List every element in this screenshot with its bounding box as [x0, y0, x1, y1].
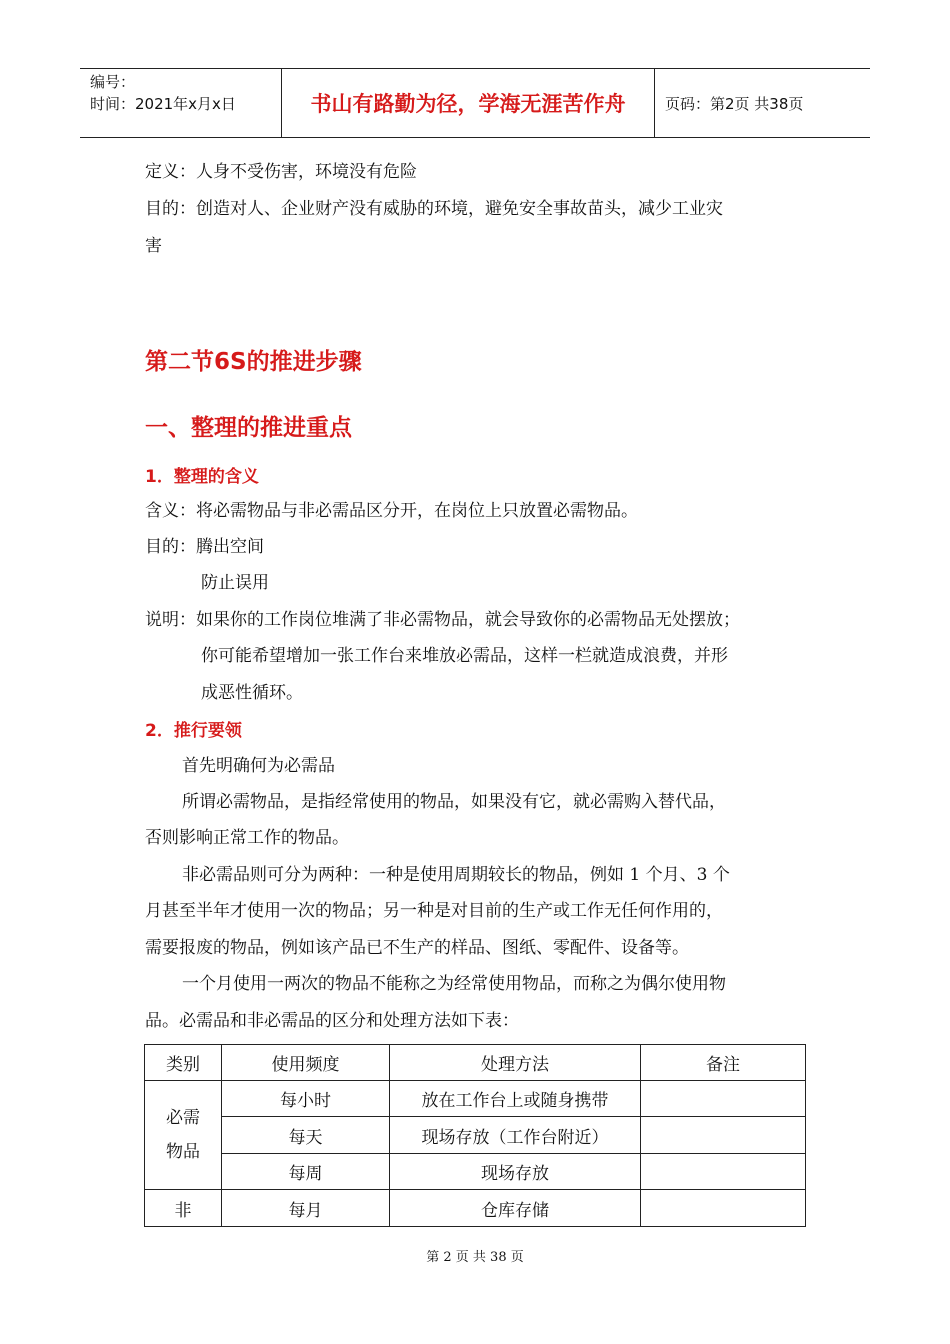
part2-paragraph3-line3: 需要报废的物品，例如该产品已不生产的样品、图纸、零配件、设备等。 — [145, 938, 689, 958]
table-header-category: 类别 — [145, 1045, 222, 1081]
category-line1: 必需 — [166, 1108, 200, 1128]
classification-table — [144, 1044, 806, 1227]
table-cell-note — [641, 1154, 806, 1190]
part2-paragraph2-line1: 所谓必需物品，是指经常使用的物品，如果没有它，就必需购入替代品， — [182, 792, 726, 812]
table-category-cell: 非 — [145, 1190, 222, 1227]
purpose-text-line1: 目的：创造对人、企业财产没有威胁的环境，避免安全事故苗头，减少工业灾 — [145, 199, 723, 219]
part1-meaning: 含义：将必需物品与非必需品区分开，在岗位上只放置必需物品。 — [145, 501, 638, 521]
table-row — [145, 1154, 806, 1190]
table-row — [145, 1190, 806, 1227]
table-cell-method: 现场存放 — [390, 1154, 641, 1190]
part1-note-line3: 成恶性循环。 — [201, 683, 303, 703]
table-header-row — [145, 1045, 806, 1081]
table-header-note: 备注 — [641, 1045, 806, 1081]
table-cell-method: 放在工作台上或随身携带 — [390, 1081, 641, 1117]
table-cell-method: 现场存放（工作台附近） — [390, 1117, 641, 1154]
table-cell-frequency: 每天 — [222, 1117, 390, 1154]
part2-paragraph4-line1: 一个月使用一两次的物品不能称之为经常使用物品，而称之为偶尔使用物 — [182, 974, 726, 994]
header-motto: 书山有路勤为径，学海无涯苦作舟 — [282, 69, 655, 137]
part2-paragraph1: 首先明确何为必需品 — [182, 756, 335, 776]
header-meta — [80, 69, 282, 137]
part1-note-line1: 说明：如果你的工作岗位堆满了非必需物品，就会导致你的必需物品无处摆放； — [145, 610, 740, 630]
subsection-title: 一、整理的推进重点 — [145, 415, 352, 441]
page-header — [80, 68, 870, 138]
header-number-label: 编号： — [90, 73, 136, 91]
section-title: 第二节6S的推进步骤 — [145, 349, 362, 375]
part1-purpose-line1: 目的：腾出空间 — [145, 537, 264, 557]
table-cell-note — [641, 1081, 806, 1117]
header-page-label: 页码：第2页 共38页 — [665, 94, 804, 113]
part2-paragraph4-line2: 品。必需品和非必需品的区分和处理方法如下表： — [145, 1011, 519, 1031]
part1-purpose-line2: 防止误用 — [201, 573, 269, 593]
table-row — [145, 1081, 806, 1117]
purpose-text-line2: 害 — [145, 236, 162, 256]
table-cell-frequency: 每周 — [222, 1154, 390, 1190]
table-cell-note — [641, 1117, 806, 1154]
table-cell-note — [641, 1190, 806, 1227]
part2-paragraph2-line2: 否则影响正常工作的物品。 — [145, 828, 349, 848]
header-time-label: 时间：2021年x月x日 — [90, 95, 236, 113]
part1-note-line2: 你可能希望增加一张工作台来堆放必需品，这样一栏就造成浪费，并形 — [201, 646, 728, 666]
table-header-frequency: 使用频度 — [222, 1045, 390, 1081]
part1-heading: 1．整理的含义 — [145, 467, 259, 487]
part2-paragraph3-line1: 非必需品则可分为两种：一种是使用周期较长的物品，例如 1 个月、3 个 — [182, 865, 730, 885]
table-header-method: 处理方法 — [390, 1045, 641, 1081]
table-category-cell — [145, 1081, 222, 1190]
definition-text: 定义：人身不受伤害，环境没有危险 — [145, 162, 417, 182]
category-line2: 物品 — [166, 1142, 200, 1162]
table-cell-frequency: 每月 — [222, 1190, 390, 1227]
table-row — [145, 1117, 806, 1154]
page-footer: 第 2 页 共 38 页 — [426, 1250, 524, 1265]
part2-paragraph3-line2: 月甚至半年才使用一次的物品；另一种是对目前的生产或工作无任何作用的， — [145, 901, 723, 921]
part2-heading: 2．推行要领 — [145, 721, 242, 741]
table-cell-frequency: 每小时 — [222, 1081, 390, 1117]
table-cell-method: 仓库存储 — [390, 1190, 641, 1227]
